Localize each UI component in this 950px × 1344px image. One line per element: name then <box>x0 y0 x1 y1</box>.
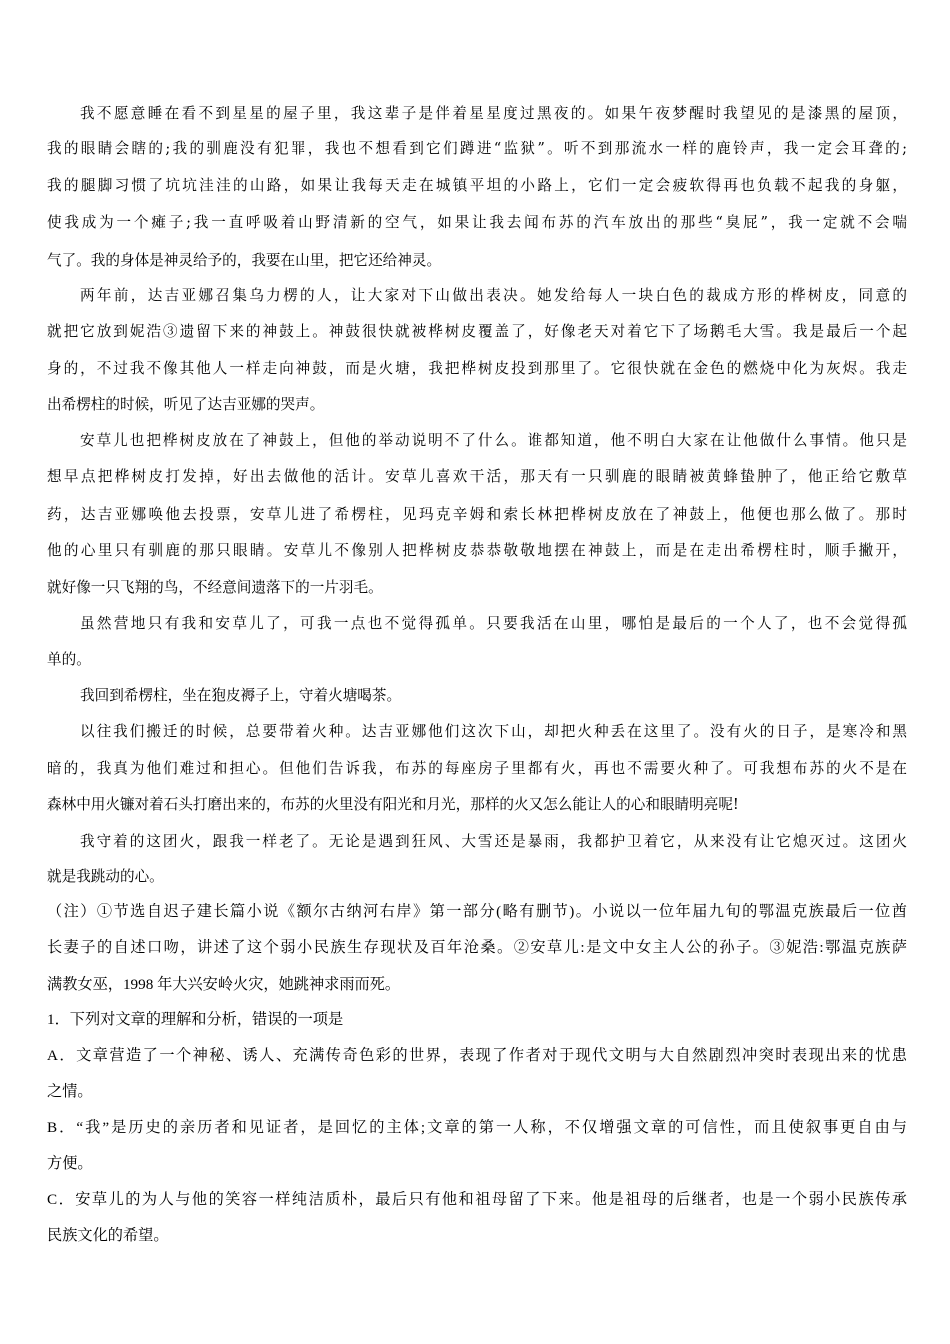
paragraph-4-line: 单的。 <box>47 651 91 668</box>
option-c-line: C．安草儿的为人与他的笑容一样纯洁质朴，最后只有他和祖母留了下来。他是祖母的后继者，也是一个弱小民族传承 <box>47 1191 907 1208</box>
paragraph-6-line: 暗的，我真为他们难过和担心。但他们告诉我，布苏的每座房子里都有火，再也不需要火种了。可我想布苏的火不是在 <box>47 760 907 777</box>
paragraph-5-line: 我回到希楞柱，坐在狍皮褥子上，守着火塘喝茶。 <box>80 687 402 704</box>
paragraph-3-line: 安草儿也把桦树皮放在了神鼓上，但他的举动说明不了什么。谁都知道，他不明白大家在让他做什么事情。他只是 <box>80 432 907 449</box>
paragraph-1-line: 我的腿脚习惯了坑坑洼洼的山路，如果让我每天走在城镇平坦的小路上，它们一定会疲软得再也负载不起我的身躯， <box>47 177 907 194</box>
paragraph-1-line: 使我成为一个瘫子;我一直呼吸着山野清新的空气，如果让我去闻布苏的汽车放出的那些“臭屁”，我一定就不会喘 <box>47 214 907 231</box>
paragraph-3-line: 就好像一只飞翔的鸟，不经意间遗落下的一片羽毛。 <box>47 579 383 596</box>
footnote-line: （注）①节选自迟子建长篇小说《额尔古纳河右岸》第一部分(略有删节)。小说以一位年届九旬的鄂温克族最后一位酋 <box>47 903 907 920</box>
option-b-line: B．“我”是历史的亲历者和见证者，是回忆的主体;文章的第一人称，不仅增强文章的可信性，而且使叙事更自由与 <box>47 1119 907 1136</box>
paragraph-2-line: 出希楞柱的时候，听见了达吉亚娜的哭声。 <box>47 396 325 413</box>
option-a-line: A．文章营造了一个神秘、诱人、充满传奇色彩的世界，表现了作者对于现代文明与大自然剧烈冲突时表现出来的忧患 <box>47 1047 907 1064</box>
paragraph-6-line: 以往我们搬迁的时候，总要带着火种。达吉亚娜他们这次下山，却把火种丢在这里了。没有火的日子，是寒冷和黑 <box>80 723 907 740</box>
paragraph-4-line: 虽然营地只有我和安草儿了，可我一点也不觉得孤单。只要我活在山里，哪怕是最后的一个人了，也不会觉得孤 <box>80 615 907 632</box>
paragraph-3-line: 想早点把桦树皮打发掉，好出去做他的活计。安草儿喜欢干活，那天有一只驯鹿的眼睛被黄蜂蛰肿了，他正给它敷草 <box>47 468 907 485</box>
question-stem: 1．下列对文章的理解和分析，错误的一项是 <box>47 1011 344 1028</box>
paragraph-1-line: 我的眼睛会瞎的;我的驯鹿没有犯罪，我也不想看到它们蹲进“监狱”。听不到那流水一样的鹿铃声，我一定会耳聋的; <box>47 140 907 157</box>
paragraph-2-line: 就把它放到妮浩③遗留下来的神鼓上。神鼓很快就被桦树皮覆盖了，好像老天对着它下了场鹅毛大雪。我是最后一个起 <box>47 323 907 340</box>
paragraph-3-line: 他的心里只有驯鹿的那只眼睛。安草儿不像别人把桦树皮恭恭敬敬地摆在神鼓上，而是在走出希楞柱时，顺手撇开， <box>47 542 907 559</box>
paragraph-1-line: 我不愿意睡在看不到星星的屋子里，我这辈子是伴着星星度过黑夜的。如果午夜梦醒时我望见的是漆黑的屋顶， <box>80 105 907 122</box>
paragraph-7-line: 就是我跳动的心。 <box>47 868 164 885</box>
paragraph-3-line: 药，达吉亚娜唤他去投票，安草儿进了希楞柱，见玛克辛姆和索长林把桦树皮放在了神鼓上，他便也那么做了。那时 <box>47 506 907 523</box>
option-a-line: 之情。 <box>47 1083 93 1100</box>
paragraph-6-line: 森林中用火镰对着石头打磨出来的，布苏的火里没有阳光和月光，那样的火又怎么能让人的心和眼睛明亮呢! <box>47 796 739 813</box>
paragraph-7-line: 我守着的这团火，跟我一样老了。无论是遇到狂风、大雪还是暴雨，我都护卫着它，从来没有让它熄灭过。这团火 <box>80 833 907 850</box>
footnote-line: 满教女巫，1998 年大兴安岭火灾，她跳神求雨而死。 <box>47 976 401 993</box>
paragraph-2-line: 身的，不过我不像其他人一样走向神鼓，而是火塘，我把桦树皮投到那里了。它很快就在金色的燃烧中化为灰烬。我走 <box>47 360 907 377</box>
paragraph-2-line: 两年前，达吉亚娜召集乌力楞的人，让大家对下山做出表决。她发给每人一块白色的裁成方形的桦树皮，同意的 <box>80 287 907 304</box>
option-c-line: 民族文化的希望。 <box>47 1227 169 1244</box>
footnote-line: 长妻子的自述口吻，讲述了这个弱小民族生存现状及百年沧桑。②安草儿:是文中女主人公的孙子。③妮浩:鄂温克族萨 <box>47 939 907 956</box>
option-b-line: 方便。 <box>47 1155 93 1172</box>
paragraph-1-line: 气了。我的身体是神灵给予的，我要在山里，把它还给神灵。 <box>47 252 442 269</box>
